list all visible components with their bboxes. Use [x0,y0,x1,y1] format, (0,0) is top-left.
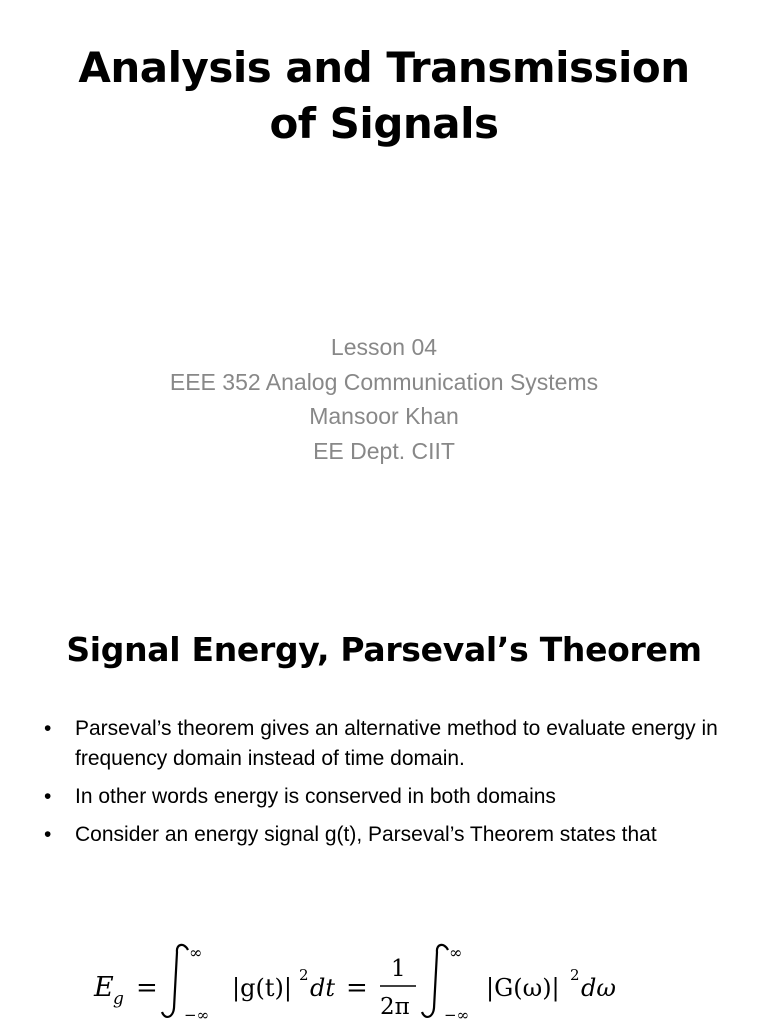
course-name: EEE 352 Analog Communication Systems [169,368,599,395]
list-item [40,714,740,774]
list-item [40,782,740,812]
bullet-icon: • [44,823,52,846]
integral-lower-limit: −∞ [184,1006,210,1024]
bullet-text: In other words energy is conserved in both domains [75,785,556,808]
fraction-numerator: 1 [391,956,406,982]
time-differential: dt [310,974,336,1002]
frequency-differential: dω [581,974,616,1002]
bullet-text: Consider an energy signal g(t), Parseval’s Theorem states that [75,823,657,846]
integral-upper-limit: ∞ [189,943,203,962]
energy-subscript: g [113,989,124,1009]
integral-lower-limit: −∞ [444,1006,470,1024]
slide-title-heading [0,40,768,152]
integral-upper-limit: ∞ [449,943,463,962]
equals-sign: = [136,973,158,1003]
time-power: 2 [299,966,309,984]
equals-sign: = [346,973,368,1003]
bullet-list [40,714,740,858]
title-line-2: of Signals [269,99,499,148]
list-item [40,820,740,850]
author-name: Mansoor Khan [309,403,459,429]
parseval-equation [88,938,648,1024]
frequency-integrand: |G(ω)| [486,974,560,1002]
time-integrand: |g(t)| [232,974,292,1002]
bullet-text: Parseval’s theorem gives an alternative method to evaluate energy in frequency domain instead of time domain. [75,717,718,770]
title-line-1: Analysis and Transmission [78,43,690,92]
bullet-icon: • [44,785,52,808]
slide-heading: Signal Energy, Parseval’s Theorem [66,630,702,669]
department: EE Dept. CIIT [313,437,455,464]
slide-subtitle [0,330,768,468]
lesson-number: Lesson 04 [330,334,438,360]
fraction-denominator: 2π [380,994,410,1020]
energy-symbol: E [94,972,114,1003]
frequency-power: 2 [570,966,580,984]
slide-parseval [0,590,768,1024]
bullet-icon: • [44,717,52,740]
